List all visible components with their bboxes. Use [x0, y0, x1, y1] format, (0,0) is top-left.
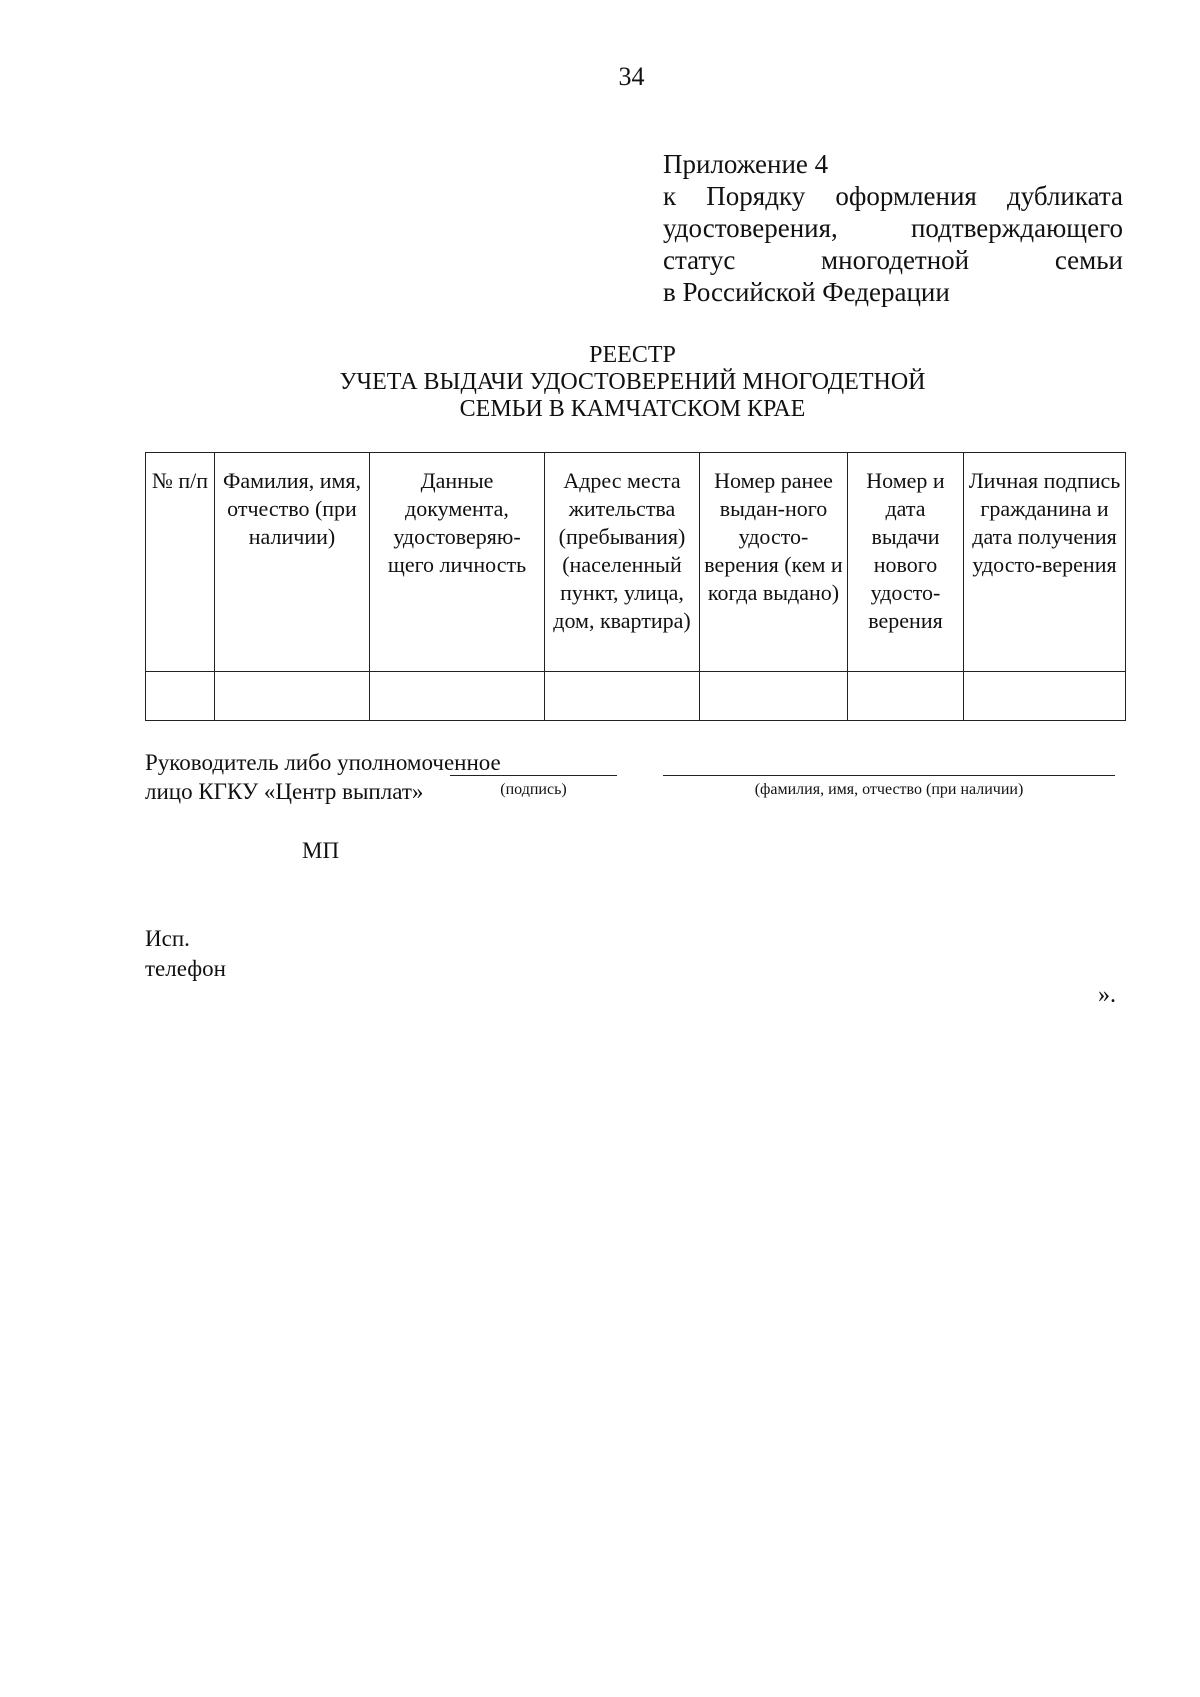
table-header-row [146, 453, 1126, 672]
column-header-id-document: Данные документа, удостоверяю-щего личность [370, 453, 545, 672]
registry-table [145, 452, 1126, 721]
signature-role-line: Руководитель либо уполномоченное [145, 750, 501, 775]
registry-title [145, 342, 1120, 423]
name-line [663, 775, 1115, 776]
appendix-line: к Порядку оформления дубликата [663, 181, 1123, 211]
signature-block [145, 748, 501, 806]
table-cell [545, 672, 700, 721]
page-number: 34 [618, 62, 645, 91]
appendix-line: удостоверения, подтверждающего [663, 213, 1123, 243]
signature-line [450, 775, 617, 776]
executor-block [145, 924, 226, 984]
appendix-line: в Российской Федерации [663, 277, 950, 307]
phone-label: телефон [145, 956, 226, 981]
column-header-new-certificate: Номер и дата выдачи нового удосто-верения [848, 453, 964, 672]
column-header-full-name: Фамилия, имя, отчество (при наличии) [215, 453, 370, 672]
table-cell [848, 672, 964, 721]
column-header-number: № п/п [146, 453, 215, 672]
appendix-line: статус многодетной семьи [663, 245, 1123, 275]
column-header-signature-date: Личная подпись гражданина и дата получения удосто-верения [964, 453, 1126, 672]
column-header-previous-certificate: Номер ранее выдан-ного удосто-верения (кем и когда выдано) [700, 453, 848, 672]
table-cell [215, 672, 370, 721]
registry-title-line: СЕМЬИ В КАМЧАТСКОМ КРАЕ [459, 396, 806, 422]
table-cell [700, 672, 848, 721]
closing-quote: ». [1098, 982, 1116, 1008]
name-hint: (фамилия, имя, отчество (при наличии) [754, 781, 1024, 798]
table-row [146, 672, 1126, 721]
appendix-title: Приложение 4 [663, 149, 829, 179]
table-cell [964, 672, 1126, 721]
signature-org-line: лицо КГКУ «Центр выплат» [145, 779, 424, 804]
executor-label: Исп. [145, 926, 190, 951]
stamp-place: МП [302, 838, 340, 863]
table-cell [370, 672, 545, 721]
appendix-block [663, 148, 1123, 308]
table-cell [146, 672, 215, 721]
registry-title-line: УЧЕТА ВЫДАЧИ УДОСТОВЕРЕНИЙ МНОГОДЕТНОЙ [339, 369, 926, 395]
registry-title-line: РЕЕСТР [589, 342, 676, 368]
column-header-address: Адрес места жительства (пребывания) (населенный пункт, улица, дом, квартира) [545, 453, 700, 672]
signature-hint: (подпись) [500, 781, 567, 798]
